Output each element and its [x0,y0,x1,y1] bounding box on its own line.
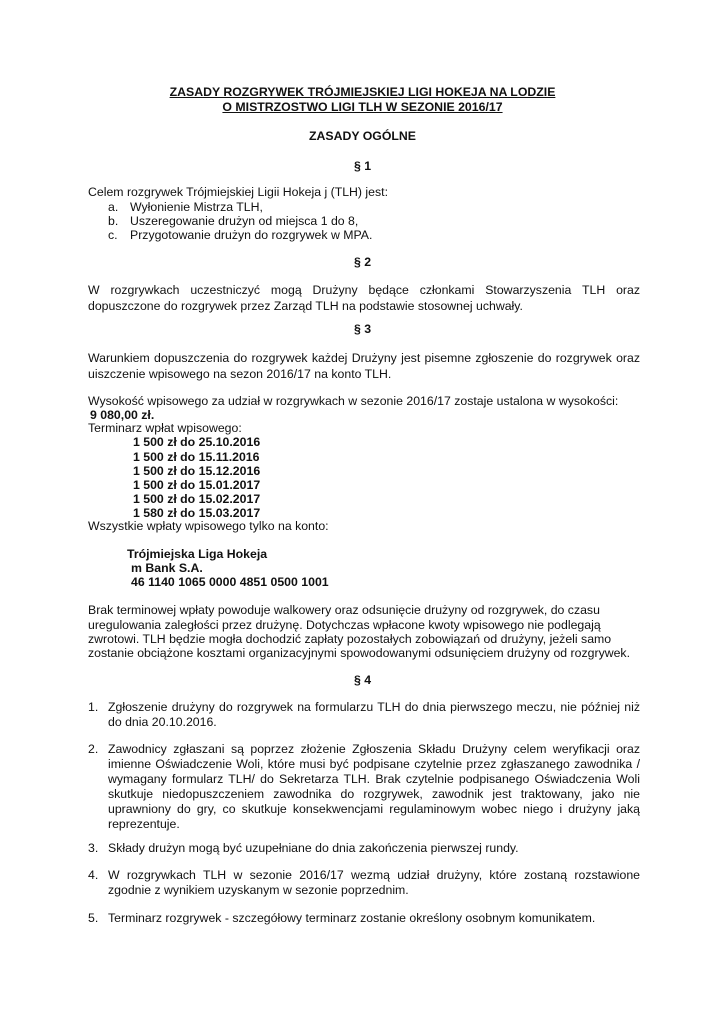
paragraph-mark-4: § 4 [353,673,372,687]
fee-line: Wysokość wpisowego za udział w rozgrywkach w sezonie 2016/17 zostaje ustalona w wysokości: [88,394,619,408]
list-text: Składy drużyn mogą być uzupełniane do dnia zakończenia pierwszej rundy. [108,841,519,855]
list-number: 4. [88,868,99,882]
list-item [108,228,372,243]
list-text: Uszeregowanie drużyn od miejsca 1 do 8, [130,214,359,228]
list-letter: b. [108,214,119,228]
paragraph-mark-3: § 3 [353,322,372,336]
bank-name: m Bank S.A. [131,561,203,575]
account-label: Wszystkie wpłaty wpisowego tylko na konto: [88,519,329,533]
payment-row: 1 580 zł do 15.03.2017 [133,506,261,520]
penalty-line: zwrotowi. TLH będzie mogła dochodzić zapłaty pozostałych zobowiązań od drużyny, jeżeli samo [88,632,612,646]
list-letter: a. [108,200,119,214]
fee-amount: 9 080,00 zł. [90,408,155,422]
list-text: Terminarz rozgrywek - szczegółowy terminarz zostanie określony osobnym komunikatem. [108,911,596,925]
paragraph-mark-1: § 1 [353,159,372,173]
penalty-line: zostanie obciążone kosztami organizacyjnymi spowodowanymi odsunięciem drużyny od rozgrywek. [88,646,630,660]
payment-row: 1 500 zł do 15.02.2017 [133,492,261,506]
document-title-line2: O MISTRZOSTWO LIGI TLH W SEZONIE 2016/17 [222,100,503,114]
account-number: 46 1140 1065 0000 4851 0500 1001 [131,575,329,589]
list-number: 1. [88,700,99,714]
list-number: 3. [88,841,99,855]
payment-row: 1 500 zł do 25.10.2016 [133,435,261,449]
paragraph-mark-2: § 2 [353,255,372,269]
list-text: Przygotowanie drużyn do rozgrywek w MPA. [130,228,373,242]
section-heading: ZASADY OGÓLNE [308,129,417,143]
penalty-line: uregulowania zaległości przez drużynę. Dotychczas wpłacone kwoty wpisowego nie podlegają [88,618,601,632]
payment-row: 1 500 zł do 15.12.2016 [133,464,261,478]
account-name: Trójmiejska Liga Hokeja [127,547,268,561]
payment-row: 1 500 zł do 15.11.2016 [133,450,260,464]
list-text: Zawodnicy zgłaszani są poprzez złożenie Zgłoszenia Składu Drużyny celem weryfikacji oraz imienne Oświadczenie Woli, które musi być podpisane czytelnie przez zgłaszanego zawodnika / wymagany formularz TLH/ do Sekretarza TLH. Brak czytelnie podpisanego Oświadczenia Woli skutkuje niedopuszczeniem zawodnika do rozgrywek, zawodnik jest traktowany, jako nie uprawniony do gry, co skutkuje konsekwencjami regulaminowym wobec niego i drużyny jaką reprezentuje. [108,742,640,831]
list-item [108,214,358,229]
list-text: W rozgrywkach TLH w sezonie 2016/17 wezmą udział drużyny, które zostaną rozstawione zgodnie z wynikiem uzyskanym w sezonie poprzednim. [108,868,640,897]
payment-row: 1 500 zł do 15.01.2017 [133,478,261,492]
list-letter: c. [108,228,118,242]
document-title-line1: ZASADY ROZGRYWEK TRÓJMIEJSKIEJ LIGI HOKEJA NA LODZIE [169,85,556,99]
s1-intro: Celem rozgrywek Trójmiejskiej Ligii Hokeja j (TLH) jest: [88,185,388,199]
s3-paragraph-1: Warunkiem dopuszczenia do rozgrywek każdej Drużyny jest pisemne zgłoszenie do rozgrywek oraz uiszczenie wpisowego na sezon 2016/17 na konto TLH. [88,351,640,381]
list-text: Zgłoszenie drużyny do rozgrywek na formularzu TLH do dnia pierwszego meczu, nie później niż do dnia 20.10.2016. [108,700,640,729]
schedule-label: Terminarz wpłat wpisowego: [88,421,242,435]
list-number: 2. [88,742,99,756]
list-item [108,200,263,215]
list-text: Wyłonienie Mistrza TLH, [130,200,263,214]
list-number: 5. [88,911,99,925]
penalty-line: Brak terminowej wpłaty powoduje walkowery oraz odsunięcie drużyny od rozgrywek, do czasu [88,603,600,617]
s2-text: W rozgrywkach uczestniczyć mogą Drużyny będące członkami Stowarzyszenia TLH oraz dopuszczone do rozgrywek przez Zarząd TLH na podstawie stosownej uchwały. [88,283,640,313]
